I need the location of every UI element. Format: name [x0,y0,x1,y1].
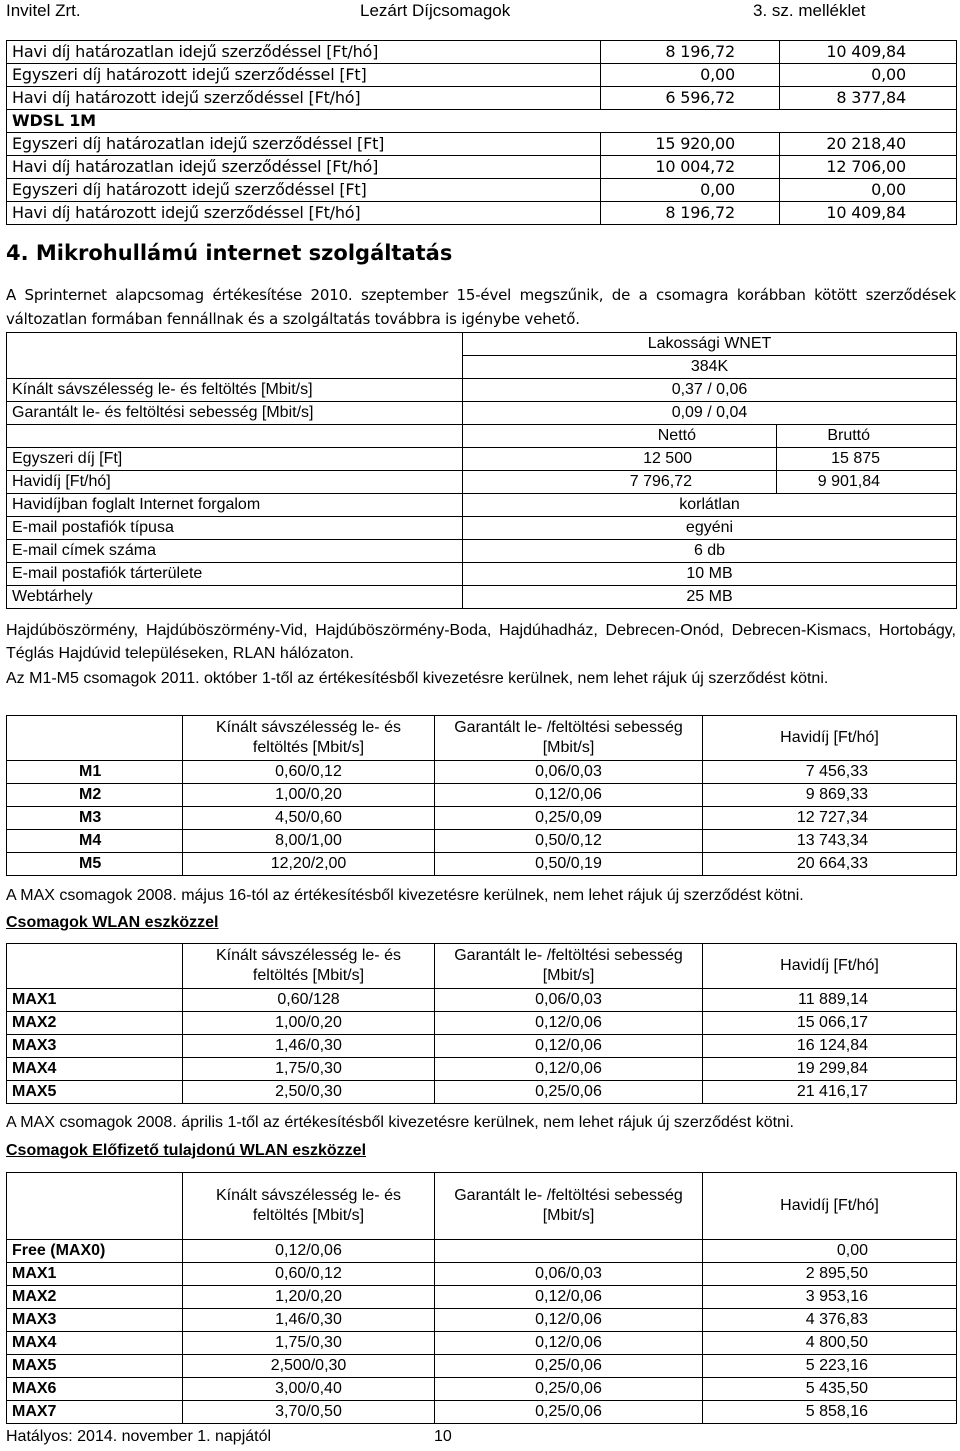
table-row [7,1286,957,1309]
offered-bandwidth: 4,50/0,60 [183,807,435,830]
monthly-fee: 13 743,34 [703,830,957,853]
guaranteed-speed: 0,12/0,06 [435,1332,703,1355]
offered-bandwidth: 2,500/0,30 [183,1355,435,1378]
gross-label: Bruttó [777,425,957,448]
guaranteed-speed: 0,25/0,06 [435,1355,703,1378]
table-header-row [7,1173,957,1240]
feature-label: E-mail címek száma [7,540,463,563]
guaranteed-speed: 0,12/0,06 [435,1012,703,1035]
table-row [7,402,957,425]
guaranteed-speed: 0,12/0,06 [435,1309,703,1332]
net-value: 0,00 [601,179,780,202]
column-header: Havidíj [Ft/hó] [703,944,957,989]
column-header [7,716,183,761]
monthly-fee: 15 066,17 [703,1012,957,1035]
guaranteed-speed: 0,12/0,06 [435,1035,703,1058]
m-packages-table [6,715,957,876]
package-name: MAX5 [7,1355,183,1378]
column-header: Havidíj [Ft/hó] [703,716,957,761]
net-label: Nettó [463,425,777,448]
max-note-2: A MAX csomagok 2008. április 1-től az értékesítésből kivezetésre kerülnek, nem lehet rájuk új szerződést kötni. [6,1114,794,1131]
offered-bandwidth: 12,20/2,00 [183,853,435,876]
monthly-fee: 5 858,16 [703,1401,957,1424]
table-row [7,517,957,540]
row-value: 0,09 / 0,04 [463,402,957,425]
fee-net: 7 796,72 [463,471,777,494]
offered-bandwidth: 1,46/0,30 [183,1309,435,1332]
package-name: MAX6 [7,1378,183,1401]
table-row [7,1058,957,1081]
package-name: MAX4 [7,1058,183,1081]
offered-bandwidth: 0,60/0,12 [183,1263,435,1286]
monthly-fee: 21 416,17 [703,1081,957,1104]
monthly-fee: 5 223,16 [703,1355,957,1378]
guaranteed-speed: 0,50/0,19 [435,853,703,876]
monthly-fee: 4 376,83 [703,1309,957,1332]
offered-bandwidth: 3,00/0,40 [183,1378,435,1401]
feature-value: 6 db [463,540,957,563]
monthly-fee: 3 953,16 [703,1286,957,1309]
guaranteed-speed: 0,06/0,03 [435,761,703,784]
fee-net: 12 500 [463,448,777,471]
gross-value: 0,00 [780,179,957,202]
column-header: Garantált le- /feltöltési sebesség [Mbit/s] [435,1173,703,1240]
net-value: 0,00 [601,64,780,87]
package-name: MAX3 [7,1309,183,1332]
table-row [7,830,957,853]
table-row [7,448,957,471]
package-name: MAX3 [7,1035,183,1058]
row-label: Egyszeri díj határozatlan idejű szerződéssel [Ft] [7,133,601,156]
feature-label: E-mail postafiók típusa [7,517,463,540]
guaranteed-speed [435,1240,703,1263]
feature-value: korlátlan [463,494,957,517]
package-name: M4 [7,830,183,853]
table-row [7,179,957,202]
table-row [7,586,957,609]
m-packages-note: Az M1-M5 csomagok 2011. október 1-től az értékesítésből kivezetésre kerülnek, nem lehet rájuk új szerződést kötni. [6,670,829,687]
wdsl-fee-table [6,40,957,225]
offered-bandwidth: 1,75/0,30 [183,1332,435,1355]
table-row [7,1309,957,1332]
own-wlan-heading: Csomagok Előfizető tulajdonú WLAN eszközzel [6,1142,367,1159]
net-value: 15 920,00 [601,133,780,156]
max-note-1: A MAX csomagok 2008. május 16-tól az értékesítésből kivezetésre kerülnek, nem lehet rájuk új szerződést kötni. [6,887,804,904]
table-row [7,563,957,586]
table-row [7,41,957,64]
monthly-fee: 20 664,33 [703,853,957,876]
section-4-title: 4. Mikrohullámú internet szolgáltatás [6,241,453,265]
monthly-fee: 16 124,84 [703,1035,957,1058]
guaranteed-speed: 0,25/0,06 [435,1378,703,1401]
guaranteed-speed: 0,12/0,06 [435,784,703,807]
feature-label: E-mail postafiók tárterülete [7,563,463,586]
table-row [7,1378,957,1401]
column-header: Kínált sávszélesség le- és feltöltés [Mbit/s] [183,716,435,761]
offered-bandwidth: 8,00/1,00 [183,830,435,853]
guaranteed-speed: 0,06/0,03 [435,989,703,1012]
column-header: Kínált sávszélesség le- és feltöltés [Mbit/s] [183,944,435,989]
gross-value: 10 409,84 [780,41,957,64]
footer-page-number: 10 [434,1428,452,1445]
table-header-row [7,944,957,989]
package-name: M5 [7,853,183,876]
fee-gross: 15 875 [777,448,957,471]
table-row [7,540,957,563]
offered-bandwidth: 1,00/0,20 [183,1012,435,1035]
column-header: Kínált sávszélesség le- és feltöltés [Mbit/s] [183,1173,435,1240]
column-header [7,1173,183,1240]
table-row [7,1355,957,1378]
column-header [7,944,183,989]
offered-bandwidth: 0,60/0,12 [183,761,435,784]
table-row [7,110,957,133]
package-name: M1 [7,761,183,784]
table-header-row [7,716,957,761]
table-row [7,1012,957,1035]
offered-bandwidth: 0,12/0,06 [183,1240,435,1263]
table-row [7,1035,957,1058]
package-name: MAX1 [7,1263,183,1286]
monthly-fee: 5 435,50 [703,1378,957,1401]
offered-bandwidth: 1,46/0,30 [183,1035,435,1058]
monthly-fee: 11 889,14 [703,989,957,1012]
row-label: Kínált sávszélesség le- és feltöltés [Mbit/s] [7,379,463,402]
table-row [7,989,957,1012]
column-header: Garantált le- /feltöltési sebesség [Mbit/s] [435,716,703,761]
offered-bandwidth: 1,75/0,30 [183,1058,435,1081]
net-value: 8 196,72 [601,41,780,64]
monthly-fee: 4 800,50 [703,1332,957,1355]
fee-gross: 9 901,84 [777,471,957,494]
own-wlan-packages-table [6,1172,957,1424]
empty-cell [7,425,463,448]
gross-value: 8 377,84 [780,87,957,110]
offered-bandwidth: 1,20/0,20 [183,1286,435,1309]
wlan-heading: Csomagok WLAN eszközzel [6,914,219,931]
guaranteed-speed: 0,12/0,06 [435,1058,703,1081]
wnet-speed: 384K [463,356,957,379]
table-row [7,64,957,87]
row-label: Havi díj határozatlan idejű szerződéssel [Ft/hó] [7,41,601,64]
package-name: MAX5 [7,1081,183,1104]
table-row [7,784,957,807]
table-row [7,202,957,225]
gross-value: 10 409,84 [780,202,957,225]
table-row [7,379,957,402]
guaranteed-speed: 0,12/0,06 [435,1286,703,1309]
guaranteed-speed: 0,25/0,06 [435,1081,703,1104]
row-label: Havi díj határozatlan idejű szerződéssel [Ft/hó] [7,156,601,179]
package-name: Free (MAX0) [7,1240,183,1263]
locations-text: Hajdúböszörmény, Hajdúböszörmény-Vid, Hajdúböszörmény-Boda, Hajdúhadház, Debrecen-Onód, Debrecen-Kismacs, Hortobágy, Téglás Hajdúvid településeken, RLAN hálózaton. [6,622,956,662]
row-label: Havi díj határozott idejű szerződéssel [Ft/hó] [7,202,601,225]
table-row [7,1263,957,1286]
table-row [7,1081,957,1104]
column-header: Havidíj [Ft/hó] [703,1173,957,1240]
wnet-table [6,332,957,609]
feature-label: Webtárhely [7,586,463,609]
table-row [7,853,957,876]
monthly-fee: 7 456,33 [703,761,957,784]
feature-value: 25 MB [463,586,957,609]
gross-value: 0,00 [780,64,957,87]
table-row [7,471,957,494]
section-4-intro: A Sprinternet alapcsomag értékesítése 2010. szeptember 15-ével megszűnik, de a csomagra korábban kötött szerződések változatlan formában fennállnak és a szolgáltatás továbbra is igénybe vehető. [6,286,956,328]
table-row [7,87,957,110]
feature-value: 10 MB [463,563,957,586]
footer-effective: Hatályos: 2014. november 1. napjától [6,1428,272,1445]
table-row [7,156,957,179]
guaranteed-speed: 0,50/0,12 [435,830,703,853]
table-row [7,494,957,517]
gross-value: 20 218,40 [780,133,957,156]
package-name: MAX2 [7,1286,183,1309]
wnet-product: Lakossági WNET [463,333,957,356]
monthly-fee: 9 869,33 [703,784,957,807]
section-label: WDSL 1M [7,110,957,133]
monthly-fee: 2 895,50 [703,1263,957,1286]
guaranteed-speed: 0,06/0,03 [435,1263,703,1286]
guaranteed-speed: 0,25/0,06 [435,1401,703,1424]
offered-bandwidth: 0,60/128 [183,989,435,1012]
table-row [7,1240,957,1263]
package-name: MAX2 [7,1012,183,1035]
wlan-packages-table [6,943,957,1104]
gross-value: 12 706,00 [780,156,957,179]
feature-value: egyéni [463,517,957,540]
table-row [7,807,957,830]
fee-label: Egyszeri díj [Ft] [7,448,463,471]
table-row [7,425,957,448]
row-label: Egyszeri díj határozott idejű szerződéssel [Ft] [7,64,601,87]
package-name: MAX4 [7,1332,183,1355]
column-header: Garantált le- /feltöltési sebesség [Mbit/s] [435,944,703,989]
package-name: M3 [7,807,183,830]
net-value: 8 196,72 [601,202,780,225]
table-row [7,761,957,784]
package-name: M2 [7,784,183,807]
table-row [7,133,957,156]
fee-label: Havidíj [Ft/hó] [7,471,463,494]
net-value: 6 596,72 [601,87,780,110]
offered-bandwidth: 2,50/0,30 [183,1081,435,1104]
guaranteed-speed: 0,25/0,09 [435,807,703,830]
package-name: MAX1 [7,989,183,1012]
offered-bandwidth: 1,00/0,20 [183,784,435,807]
feature-label: Havidíjban foglalt Internet forgalom [7,494,463,517]
header-company: Invitel Zrt. [6,1,81,20]
header-section: Lezárt Díjcsomagok [360,1,511,20]
package-name: MAX7 [7,1401,183,1424]
row-label: Garantált le- és feltöltési sebesség [Mbit/s] [7,402,463,425]
monthly-fee: 0,00 [703,1240,957,1263]
offered-bandwidth: 3,70/0,50 [183,1401,435,1424]
header-annex: 3. sz. melléklet [753,1,866,20]
table-row [7,1332,957,1355]
row-label: Egyszeri díj határozott idejű szerződéssel [Ft] [7,179,601,202]
row-label: Havi díj határozott idejű szerződéssel [Ft/hó] [7,87,601,110]
net-value: 10 004,72 [601,156,780,179]
monthly-fee: 19 299,84 [703,1058,957,1081]
table-row [7,1401,957,1424]
monthly-fee: 12 727,34 [703,807,957,830]
row-value: 0,37 / 0,06 [463,379,957,402]
